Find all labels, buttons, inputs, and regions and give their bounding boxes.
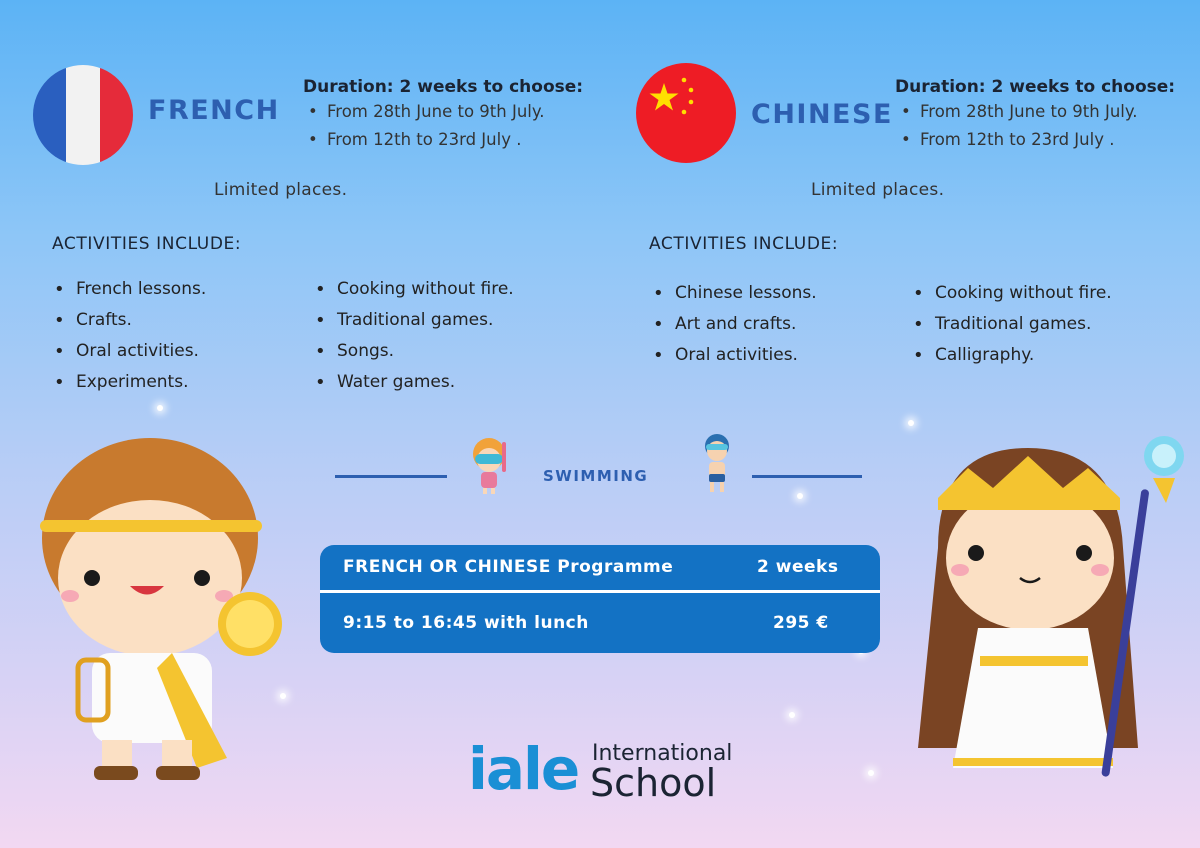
list-item: • Songs. [313,336,514,367]
sparkle [797,493,803,499]
iale-school-logo [468,735,738,805]
sparkle [157,405,163,411]
logo-mark: iale [468,735,579,803]
list-item: • Calligraphy. [911,340,1112,371]
list-item: • From 12th to 23rd July . [303,126,545,154]
table-divider [320,590,880,593]
small-star-icon [682,110,687,115]
list-item: • French lessons. [52,274,206,305]
list-item: • Art and crafts. [651,309,817,340]
list-item: • From 28th June to 9th July. [896,98,1138,126]
divider-right [752,475,862,478]
table-row [320,545,880,591]
price-cell: 295 € [773,613,829,633]
french-limited-places: Limited places. [214,180,348,200]
duration-cell: 2 weeks [757,557,839,577]
chinese-activities-col2 [911,278,1112,371]
flag-stripe-blue [33,65,66,165]
french-activities-col1 [52,274,206,398]
hours-cell: 9:15 to 16:45 with lunch [343,613,589,633]
french-activities-heading: ACTIVITIES INCLUDE: [52,234,242,254]
list-item: • Oral activities. [52,336,206,367]
chinese-activities-col1 [651,278,817,371]
france-flag-icon [33,65,133,165]
swimming-label: SWIMMING [543,467,649,485]
sparkle [868,770,874,776]
list-item: • Traditional games. [313,305,514,336]
china-flag-icon [636,63,736,163]
chinese-activities-heading: ACTIVITIES INCLUDE: [649,234,839,254]
sparkle [789,712,795,718]
sparkle [908,420,914,426]
chinese-limited-places: Limited places. [811,180,945,200]
list-item: • Traditional games. [911,309,1112,340]
programme-cell: FRENCH OR CHINESE Programme [343,557,674,577]
list-item: • Water games. [313,367,514,398]
chinese-dates-list [896,98,1138,154]
list-item: • Chinese lessons. [651,278,817,309]
french-dates-list [303,98,545,154]
list-item: • Experiments. [52,367,206,398]
swimmer-kid-icon [697,432,737,496]
list-item: • From 28th June to 9th July. [303,98,545,126]
big-star-icon [650,83,679,111]
small-star-icon [689,100,694,105]
chinese-title: CHINESE [751,99,893,130]
pricing-table [320,545,880,653]
logo-line1: International [592,741,733,766]
small-star-icon [682,78,687,83]
chinese-duration-heading: Duration: 2 weeks to choose: [895,77,1176,97]
apollo-character-illustration [22,428,300,788]
list-item: • Cooking without fire. [911,278,1112,309]
logo-line2: School [590,761,717,805]
list-item: • Cooking without fire. [313,274,514,305]
french-title: FRENCH [148,95,280,126]
list-item: • Crafts. [52,305,206,336]
table-row [320,601,880,647]
french-activities-col2 [313,274,514,398]
flag-stripe-white [66,65,99,165]
flag-stripe-red [100,65,133,165]
list-item: • Oral activities. [651,340,817,371]
china-flag-stars [636,63,736,163]
athena-character-illustration [898,428,1194,788]
list-item: • From 12th to 23rd July . [896,126,1138,154]
french-duration-heading: Duration: 2 weeks to choose: [303,77,584,97]
small-star-icon [689,88,694,93]
snorkel-kid-icon [462,434,520,496]
divider-left [335,475,447,478]
